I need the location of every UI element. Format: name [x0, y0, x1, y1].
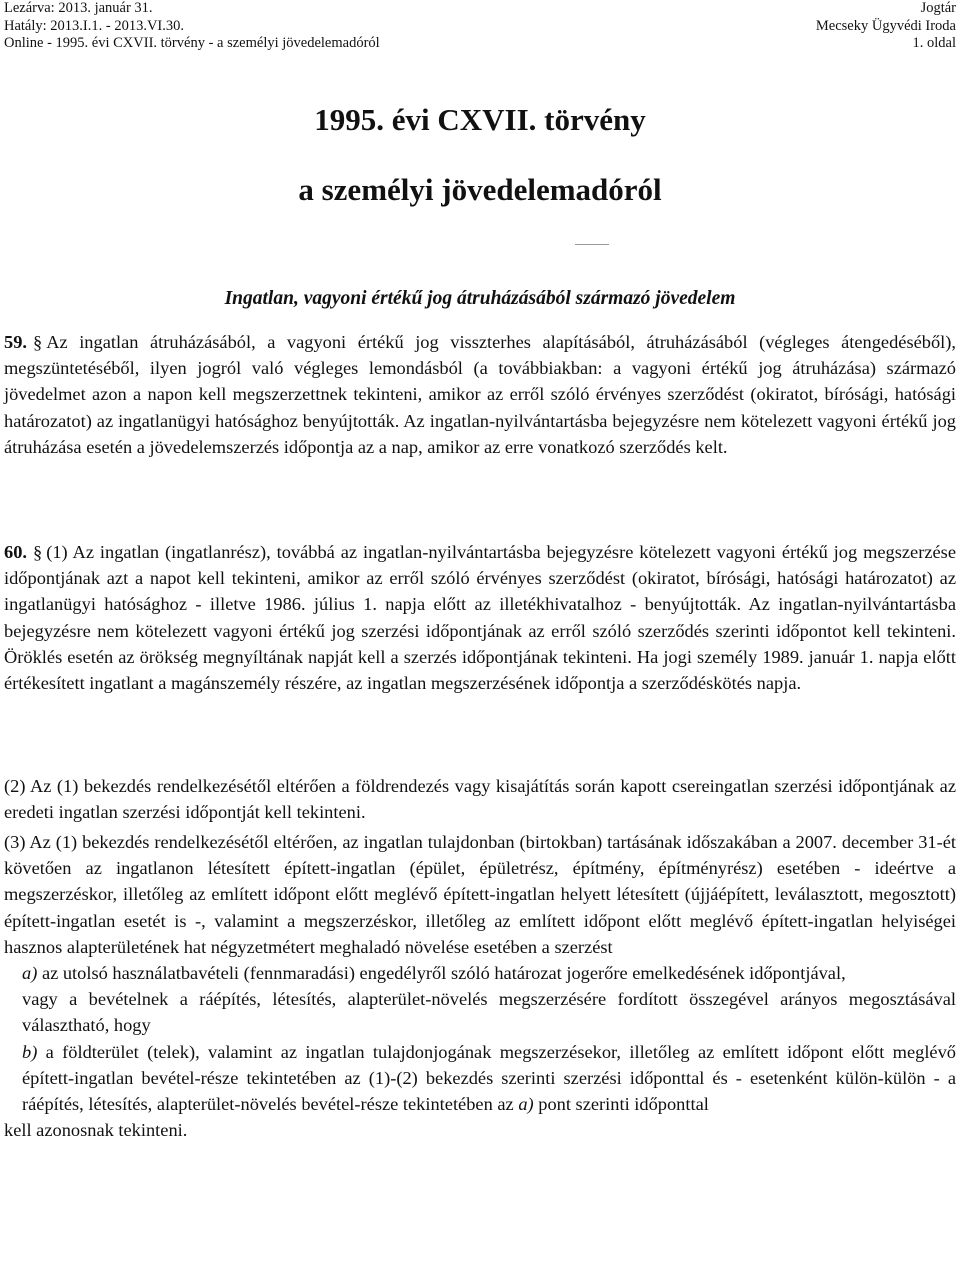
point-a-text: az utolsó használatbavételi (fennmaradási) engedélyről szóló határozat jogerőre emelkedésének időpontjával, [41, 963, 846, 984]
point-a-marker: a) [22, 963, 38, 984]
closing-date: Lezárva: 2013. január 31. [4, 0, 153, 16]
paragraph-60-3 [4, 829, 956, 1143]
paragraph-number: 60. [4, 542, 27, 562]
closing-text: kell azonosnak tekinteni. [4, 1120, 188, 1141]
paragraph-number: 59. [4, 332, 27, 352]
subsection-2-text: (2) Az (1) bekezdés rendelkezésétől eltérően a földrendezés vagy kisajátítás során kapott csereingatlan szerzési időpontjának az eredeti ingatlan szerzési időpontját kell tekinteni. [4, 776, 956, 823]
subsection-1-text: (1) Az ingatlan (ingatlanrész), továbbá az ingatlan-nyilvántartásba bejegyzésre kötelezett vagyoni értékű jog megszerzése időpontjának azt a napot kell tekinteni, amikor az erről szóló érvényes szerződést (okiratot, bírósági, hatósági határozatot) az ingatlanügyi hatósághoz - illetve 1986. július 1. napja előtt az illetékhivatalhoz - benyújtották. Az ingatlan-nyilvántartásba bejegyzésre nem kötelezett vagyoni értékű jog szerzési időpontjának az erről szóló szerződés szerinti időpontot kell tekinteni. Öröklés esetén az örökség megnyíltának napját kell a szerzés időpontjának tekinteni. Ha jogi személy 1989. január 1. napja előtt értékesített ingatlant a magánszemély részére, az ingatlan megszerzésének időpontja a szerződéskötés napja. [4, 542, 956, 694]
section-sign-link[interactable]: § [33, 542, 43, 562]
point-a [4, 960, 956, 986]
section-title: Ingatlan, vagyoni értékű jog átruházásából származó jövedelem [224, 288, 736, 309]
point-b [4, 1039, 956, 1118]
point-b-marker: b) [22, 1041, 38, 1062]
paragraph-60-1 [4, 539, 956, 696]
alternative-clause: vagy a bevételnek a ráépítés, létesítés, alapterület-növelés megszerzésére fordított összegével arányos megosztásával választható, hogy [22, 989, 956, 1036]
page-number: 1. oldal [912, 35, 956, 51]
document-title: 1995. évi CXVII. törvény [314, 102, 646, 137]
point-b-text-1: a földterület (telek), valamint az ingatlan tulajdonjogának megszerzésekor, illetőleg az említett időpont előtt meglévő épített-ingatlan bevétel-része tekintetében az (1)-(2) bekezdés szerinti szerzési időponttal és - esetenként külön-külön - a ráépítés, létesítés, alapterület-növelés bevétel-része tekintetében az [22, 1041, 956, 1115]
section-sign-link[interactable]: § [33, 332, 43, 352]
point-b-reference: a) [518, 1094, 534, 1115]
document-subtitle: a személyi jövedelemadóról [298, 172, 662, 207]
effective-period: Hatály: 2013.I.1. - 2013.VI.30. [4, 17, 185, 34]
page-header [4, 0, 956, 54]
header-right [816, 0, 956, 53]
law-firm: Mecseky Ügyvédi Iroda [815, 17, 956, 34]
paragraph-59 [4, 329, 956, 460]
point-b-text-2: pont szerinti időponttal [538, 1094, 709, 1115]
header-left [4, 0, 380, 53]
subsection-3-text: (3) Az (1) bekezdés rendelkezésétől eltérően, az ingatlan tulajdonban (birtokban) tartásának időszakában a 2007. december 31-ét követően az ingatlanon létesített épített-ingatlan (épület, épületrész, építmény, építményrész) esetében - ideértve a megszerzéskor, illetőleg az említett időpont előtt meglévő épített-ingatlan helyett létesített (újjáépített, leválasztott, megosztott) épített-ingatlan esetét is -, valamint a megszerzéskor, illetőleg az említett időpont előtt meglévő épített-ingatlan helyiségei hasznos alapterületének hat négyzetmétert meghaladó növelése esetében a szerzést [4, 832, 956, 957]
publisher: Jogtár [920, 0, 956, 16]
online-source: Online - 1995. évi CXVII. törvény - a személyi jövedelemadóról [4, 35, 380, 51]
title-divider [575, 244, 609, 245]
paragraph-text: Az ingatlan átruházásából, a vagyoni értékű jog visszterhes alapításából, átruházásából (végleges átengedéséből), megszüntetéséből, ilyen jogról való végleges lemondásból (a továbbiakban: a vagyoni értékű jog átruházása) származó jövedelmet azon a napon kell megszerzettnek tekinteni, amikor az erről szóló érvényes szerződést (okiratot, bírósági, hatósági határozatot) az ingatlanügyi hatósághoz benyújtották. Az ingatlan-nyilvántartásba bejegyzésre nem kötelezett vagyoni értékű jog átruházása esetén a jövedelemszerzés időpontja az a nap, amikor az erre vonatkozó szerződés kelt. [4, 332, 956, 457]
paragraph-60-2 [4, 773, 956, 825]
